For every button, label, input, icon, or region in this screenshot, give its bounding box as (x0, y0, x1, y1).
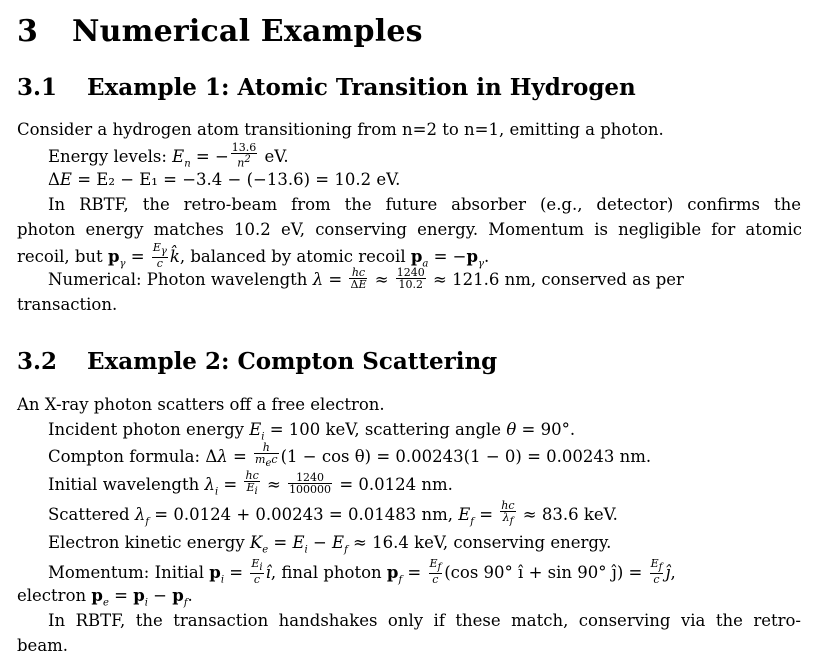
paragraph-line: Consider a hydrogen atom transitioning from n=2 to n=1, emitting a photon. (17, 120, 664, 139)
subsection-heading-1 (17, 74, 636, 101)
paragraph-line: transaction. (17, 295, 118, 314)
text-span: (1 − cos θ) = 0.00243(1 − 0) = 0.00243 nm. (280, 447, 652, 467)
subsection-number: 3.2 (17, 348, 58, 375)
text-span: electron (17, 586, 87, 605)
text-span: Incident photon energy (48, 420, 244, 439)
text-span: Numerical: Photon wavelength (48, 270, 308, 289)
fraction: $\frac{h}{m_ec}$ (255, 441, 278, 470)
text-span: = 0.0124 + 0.00243 = 0.01483 nm, (154, 505, 453, 525)
fraction-denominator: 10.2 (398, 278, 424, 291)
text-span: ≈ 121.6 nm, conserved as per (433, 270, 684, 289)
text-span: Electron kinetic energy (48, 533, 245, 552)
fraction: $\frac{hc}{E_i}$ (245, 469, 259, 498)
equation-line: electron $p_e = p_i - p_f$. (17, 586, 193, 609)
subsection-number: 3.1 (17, 74, 58, 101)
section-heading (17, 14, 423, 49)
text-span: recoil, but (17, 247, 103, 267)
text-span: Compton formula: (48, 447, 201, 467)
text-span: Initial wavelength (48, 475, 200, 495)
paragraph-line: beam. (17, 636, 69, 655)
fraction (288, 472, 332, 495)
equation-line: ΔE = E₂ − E₁ = −3.4 − (−13.6) = 10.2 eV. (48, 170, 401, 189)
fraction: $\frac{E_i}{c}$ (251, 557, 263, 587)
fraction: $\frac{E_\gamma}{c}$ (152, 241, 167, 271)
text-span: , final photon (270, 563, 382, 583)
fraction: $\frac{hc}{\lambda_f}$ (501, 499, 515, 528)
text-span: = 0.0124 nm. (339, 475, 453, 495)
equation-line: Momentum: Initial $p_i$ = $\frac{E_i}{c}$ î, final photon $p_f$ = $\frac{E_f}{c}$ (cos 90° î + sin 90° ĵ) = $\frac{E_f}{c}$ ĵ, (48, 557, 676, 587)
fraction: $\frac{hc}{\Delta E}$ (350, 266, 367, 291)
equation-line: Incident photon energy $E_i = 100$ keV, scattering angle θ = 90°. (48, 420, 576, 443)
text-span: Scattered (48, 505, 130, 525)
subsection-heading-2 (17, 348, 497, 375)
equation-line: Compton formula: Δλ = $\frac{h}{m_ec}$ (1 − cos θ) = 0.00243(1 − 0) = 0.00243 nm. (48, 441, 652, 470)
section-title: Numerical Examples (72, 14, 423, 49)
paragraph-line: In RBTF, the transaction handshakes only if these match, conserving via the retro- (48, 611, 801, 630)
equation-line: Electron kinetic energy $K_e = E_i - E_f \approx 16.4$ keV, conserving energy. (48, 533, 612, 556)
fraction-numerator: 1240 (396, 266, 425, 279)
text-span: Energy levels: (48, 146, 167, 166)
fraction: $\frac{13.6}{n^2}$ (231, 141, 257, 170)
section-number: 3 (17, 14, 39, 49)
fraction: $\frac{E_f}{c}$ (650, 557, 663, 587)
text-span: , balanced by atomic recoil (179, 247, 406, 267)
text-span: = 100 keV, scattering angle (269, 420, 502, 439)
fraction-numerator: 1240 (288, 472, 332, 484)
fraction-numerator: 13.6 (231, 141, 257, 154)
text-span: = 90°. (521, 420, 576, 439)
equation-line: Scattered $\lambda_f = 0.0124 + 0.00243 = 0.01483$ nm, $E_f$ = $\frac{hc}{\lambda_f}$ ≈ 83.6 keV. (48, 499, 618, 528)
paragraph-line: photon energy matches 10.2 eV, conserving energy. Momentum is negligible for atomic (17, 220, 802, 239)
equation-line: Energy levels: $E_n$ = − $\frac{13.6}{n^2}$ eV. (48, 141, 289, 170)
fraction-denominator: 100000 (289, 483, 332, 497)
text-span: ≈ 16.4 keV, conserving energy. (353, 533, 612, 552)
text-span: ≈ 83.6 keV. (522, 505, 618, 525)
subsection-title: Example 1: Atomic Transition in Hydrogen (87, 74, 636, 101)
text-span: Momentum: Initial (48, 563, 205, 583)
subsection-title: Example 2: Compton Scattering (87, 348, 498, 375)
paragraph-line: In RBTF, the retro-beam from the future absorber (e.g., detector) confirms the (48, 195, 801, 214)
fraction: $\frac{E_f}{c}$ (429, 557, 442, 587)
fraction (396, 267, 426, 290)
paragraph-line: An X-ray photon scatters off a free electron. (17, 395, 385, 414)
paragraph-line: Numerical: Photon wavelength λ = $\frac{hc}{\Delta E}$ ≈ $\frac{1240}{10.2}$ ≈ 121.6 nm, conserved as per (48, 266, 684, 291)
equation-line: Initial wavelength $\lambda_i$ = $\frac{hc}{E_i}$ ≈ $\frac{1240}{100000}$ = 0.0124 nm. (48, 469, 453, 498)
text-span: eV. (264, 146, 289, 166)
paragraph-line: recoil, but $p_\gamma$ = $\frac{E_\gamma}{c}$ k̂, balanced by atomic recoil $p_a = -p_\gamma$. (17, 241, 490, 271)
text-span: = E₂ − E₁ = −3.4 − (−13.6) = 10.2 eV. (77, 170, 401, 189)
text-span: (cos 90° î + sin 90° ĵ) = (444, 563, 643, 583)
